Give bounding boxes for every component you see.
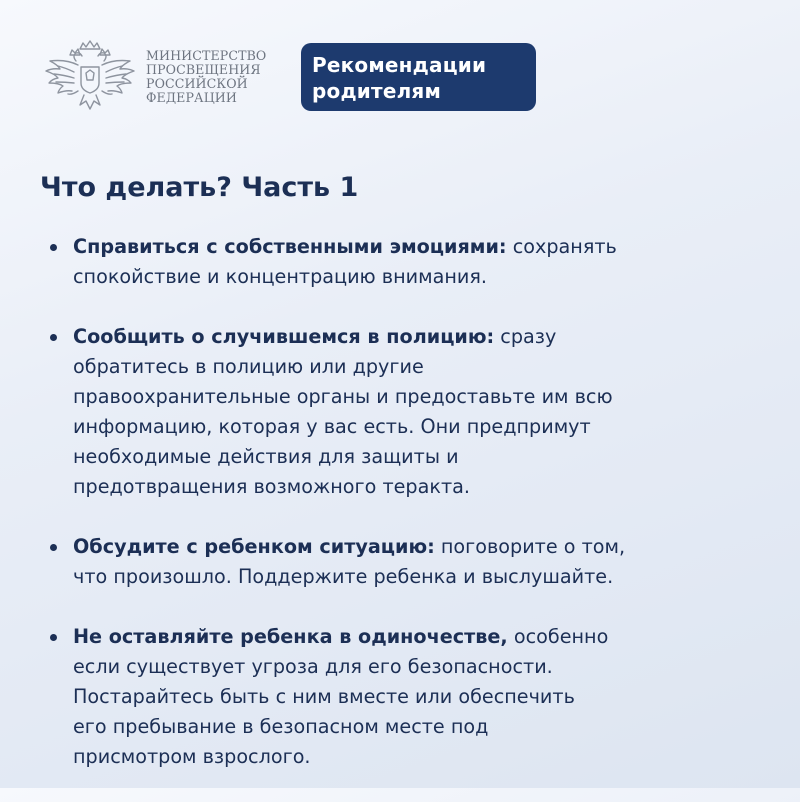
item-line: присмотром взрослого. — [73, 745, 311, 768]
item-line: необходимые действия для защиты и — [73, 445, 459, 468]
recommendation-list — [40, 232, 760, 802]
item-text: сразу — [494, 325, 557, 348]
item-line — [73, 622, 760, 652]
item-text: поговорите о том, — [434, 535, 626, 558]
ministry-line: РОССИЙСКОЙ — [146, 76, 248, 91]
item-heading: Справиться с собственными эмоциями: — [73, 235, 507, 258]
list-item — [40, 532, 760, 592]
item-text: сохранять — [506, 235, 617, 258]
item-text: особенно — [507, 625, 609, 648]
item-line: что произошло. Поддержите ребенка и выслушайте. — [73, 565, 614, 588]
item-line: спокойствие и концентрацию внимания. — [73, 265, 488, 288]
item-line — [73, 322, 760, 352]
item-line: его пребывание в безопасном месте под — [73, 715, 489, 738]
list-item — [40, 322, 760, 502]
bullet-icon — [50, 634, 57, 641]
ministry-line: ФЕДЕРАЦИИ — [146, 90, 237, 105]
item-line — [73, 232, 760, 262]
badge-line: Рекомендации — [312, 53, 487, 77]
bullet-icon — [50, 334, 57, 341]
page-title: Что делать? Часть 1 — [40, 172, 359, 203]
list-item — [40, 622, 760, 772]
item-heading: Не оставляйте ребенка в одиночестве, — [73, 625, 508, 648]
bullet-icon — [50, 544, 57, 551]
item-line: если существует угроза для его безопасности. — [73, 655, 553, 678]
list-item — [40, 232, 760, 292]
ministry-line: ПРОСВЕЩЕНИЯ — [146, 62, 261, 77]
ministry-line: МИНИСТЕРСТВО — [146, 48, 267, 63]
bullet-icon — [50, 244, 57, 251]
recommendations-badge — [301, 43, 536, 111]
item-line: информацию, которая у вас есть. Они предпримут — [73, 415, 591, 438]
ministry-name — [146, 49, 286, 105]
item-line: предотвращения возможного теракта. — [73, 475, 470, 498]
header — [40, 30, 760, 120]
item-heading: Сообщить о случившемся в полицию: — [73, 325, 495, 348]
item-line: обратитесь в полицию или другие — [73, 355, 424, 378]
item-line: Постарайтесь быть с ним вместе или обеспечить — [73, 685, 575, 708]
item-line: правоохранительные органы и предоставьте им всю — [73, 385, 613, 408]
item-heading: Обсудите с ребенком ситуацию: — [73, 535, 435, 558]
badge-line: родителям — [312, 79, 442, 103]
item-line — [73, 532, 760, 562]
eagle-emblem-icon — [40, 35, 140, 115]
